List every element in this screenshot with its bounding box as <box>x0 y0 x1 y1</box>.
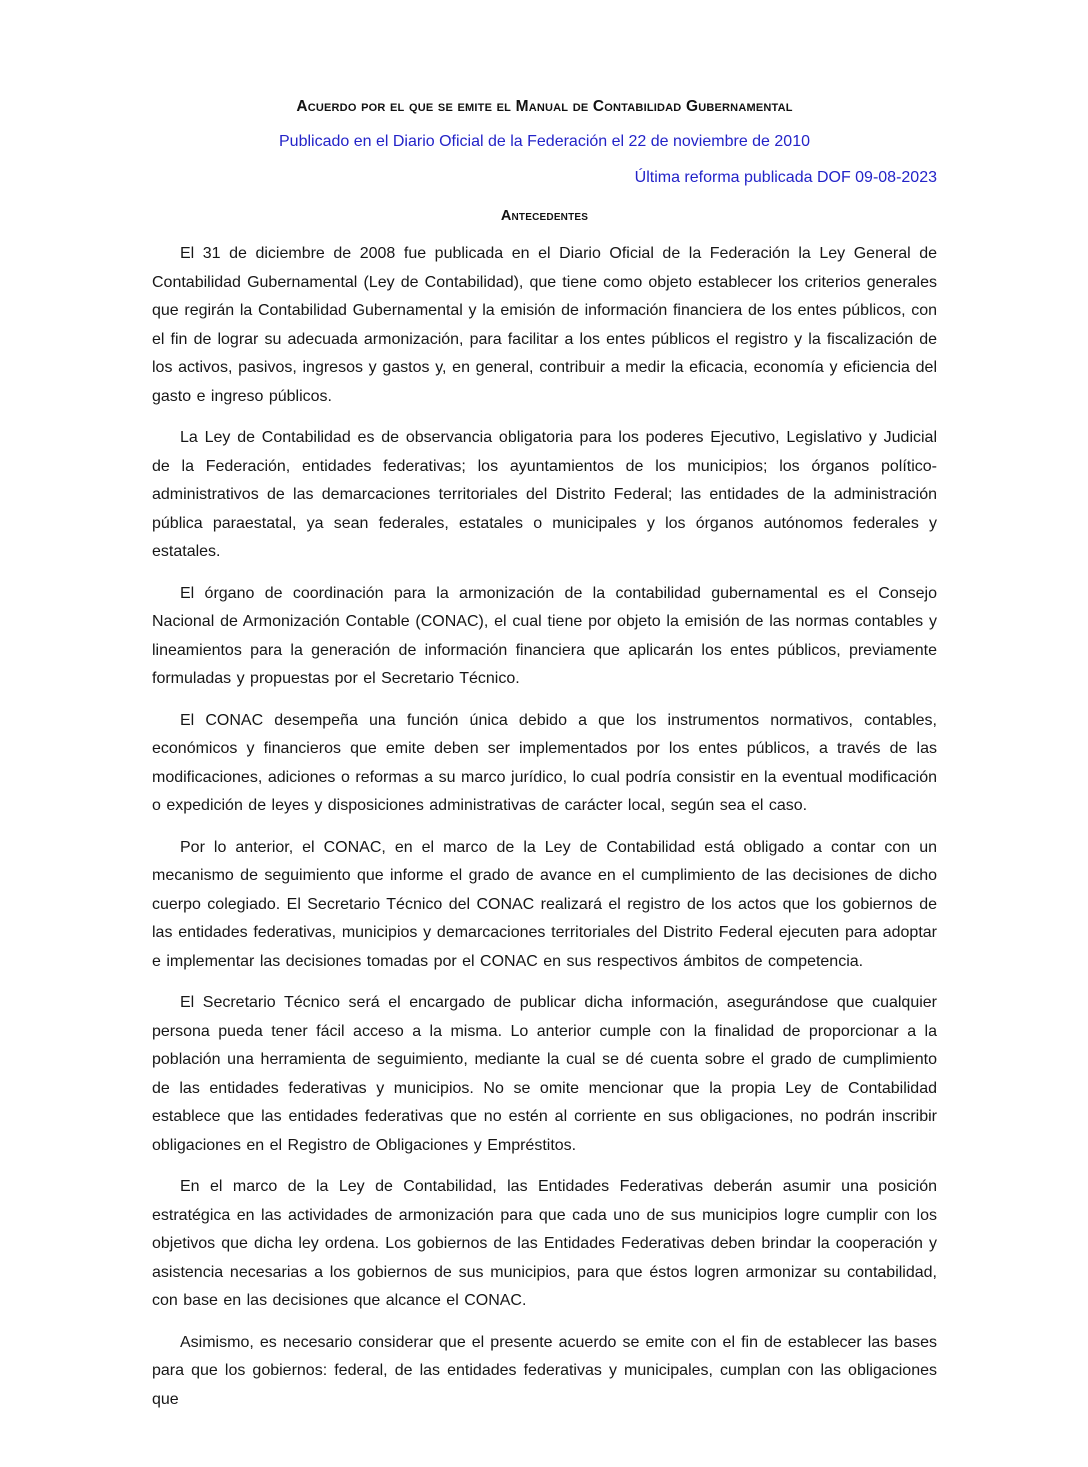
paragraph: El Secretario Técnico será el encargado de publicar dicha información, asegurándose que cualquier persona pueda tener fácil acceso a la misma. Lo anterior cumple con la finalidad de proporcionar a la población una herramienta de seguimiento, mediante la cual se dé cuenta sobre el grado de cumplimiento de las entidades federativas y municipios. No se omite mencionar que la propia Ley de Contabilidad establece que las entidades federativas que no estén al corriente en sus obligaciones, no podrán inscribir obligaciones en el Registro de Obligaciones y Empréstitos. <box>152 994 937 1154</box>
document-title: Acuerdo por el que se emite el Manual de Contabilidad Gubernamental <box>296 98 793 115</box>
paragraph: La Ley de Contabilidad es de observancia obligatoria para los poderes Ejecutivo, Legislativo y Judicial de la Federación, entidades federativas; los ayuntamientos de los municipios; los órganos político-administrativos de las demarcaciones territoriales del Distrito Federal; las entidades de la administración pública paraestatal, ya sean federales, estatales o municipales y los órganos autónomos federales y estatales. <box>152 429 937 560</box>
last-reform-line: Última reforma publicada DOF 09-08-2023 <box>634 169 937 186</box>
paragraph: El 31 de diciembre de 2008 fue publicada en el Diario Oficial de la Federación la Ley General de Contabilidad Gubernamental (Ley de Contabilidad), que tiene como objeto establecer los criterios generales que regirán la Contabilidad Gubernamental y la emisión de información financiera de los entes públicos, con el fin de lograr su adecuada armonización, para facilitar a los entes públicos el registro y la fiscalización de los activos, pasivos, ingresos y gastos y, en general, contribuir a medir la eficacia, economía y eficiencia del gasto e ingreso públicos. <box>152 245 937 405</box>
section-heading-antecedentes: Antecedentes <box>500 208 589 224</box>
document-body <box>152 240 937 1414</box>
paragraph: En el marco de la Ley de Contabilidad, las Entidades Federativas deberán asumir una posición estratégica en las actividades de armonización para que cada uno de sus municipios logre cumplir con los objetivos que dicha ley ordena. Los gobiernos de las Entidades Federativas deben brindar la cooperación y asistencia necesarias a los gobiernos de sus municipios, para que éstos logren armonizar su contabilidad, con base en las decisiones que alcance el CONAC. <box>152 1178 937 1309</box>
paragraph: Asimismo, es necesario considerar que el presente acuerdo se emite con el fin de establecer las bases para que los gobiernos: federal, de las entidades federativas y municipales, cumplan con las obligaciones que <box>152 1333 937 1408</box>
paragraph: El órgano de coordinación para la armonización de la contabilidad gubernamental es el Consejo Nacional de Armonización Contable (CONAC), el cual tiene por objeto la emisión de las normas contables y lineamientos para la generación de información financiera que aplicarán los entes públicos, previamente formuladas y propuestas por el Secretario Técnico. <box>152 584 937 687</box>
published-in-dof-line: Publicado en el Diario Oficial de la Federación el 22 de noviembre de 2010 <box>279 133 810 150</box>
paragraph: El CONAC desempeña una función única debido a que los instrumentos normativos, contables, económicos y financieros que emite deben ser implementados por los entes públicos, a través de las modificaciones, adiciones o reformas a su marco jurídico, lo cual podría consistir en la eventual modificación o expedición de leyes y disposiciones administrativas de carácter local, según sea el caso. <box>152 711 937 814</box>
paragraph: Por lo anterior, el CONAC, en el marco de la Ley de Contabilidad está obligado a contar con un mecanismo de seguimiento que informe el grado de avance en el cumplimiento de las decisiones de dicho cuerpo colegiado. El Secretario Técnico del CONAC realizará el registro de los actos que los gobiernos de las entidades federativas, municipios y demarcaciones territoriales del Distrito Federal ejecuten para adoptar e implementar las decisiones tomadas por el CONAC en sus respectivos ámbitos de competencia. <box>152 838 937 970</box>
